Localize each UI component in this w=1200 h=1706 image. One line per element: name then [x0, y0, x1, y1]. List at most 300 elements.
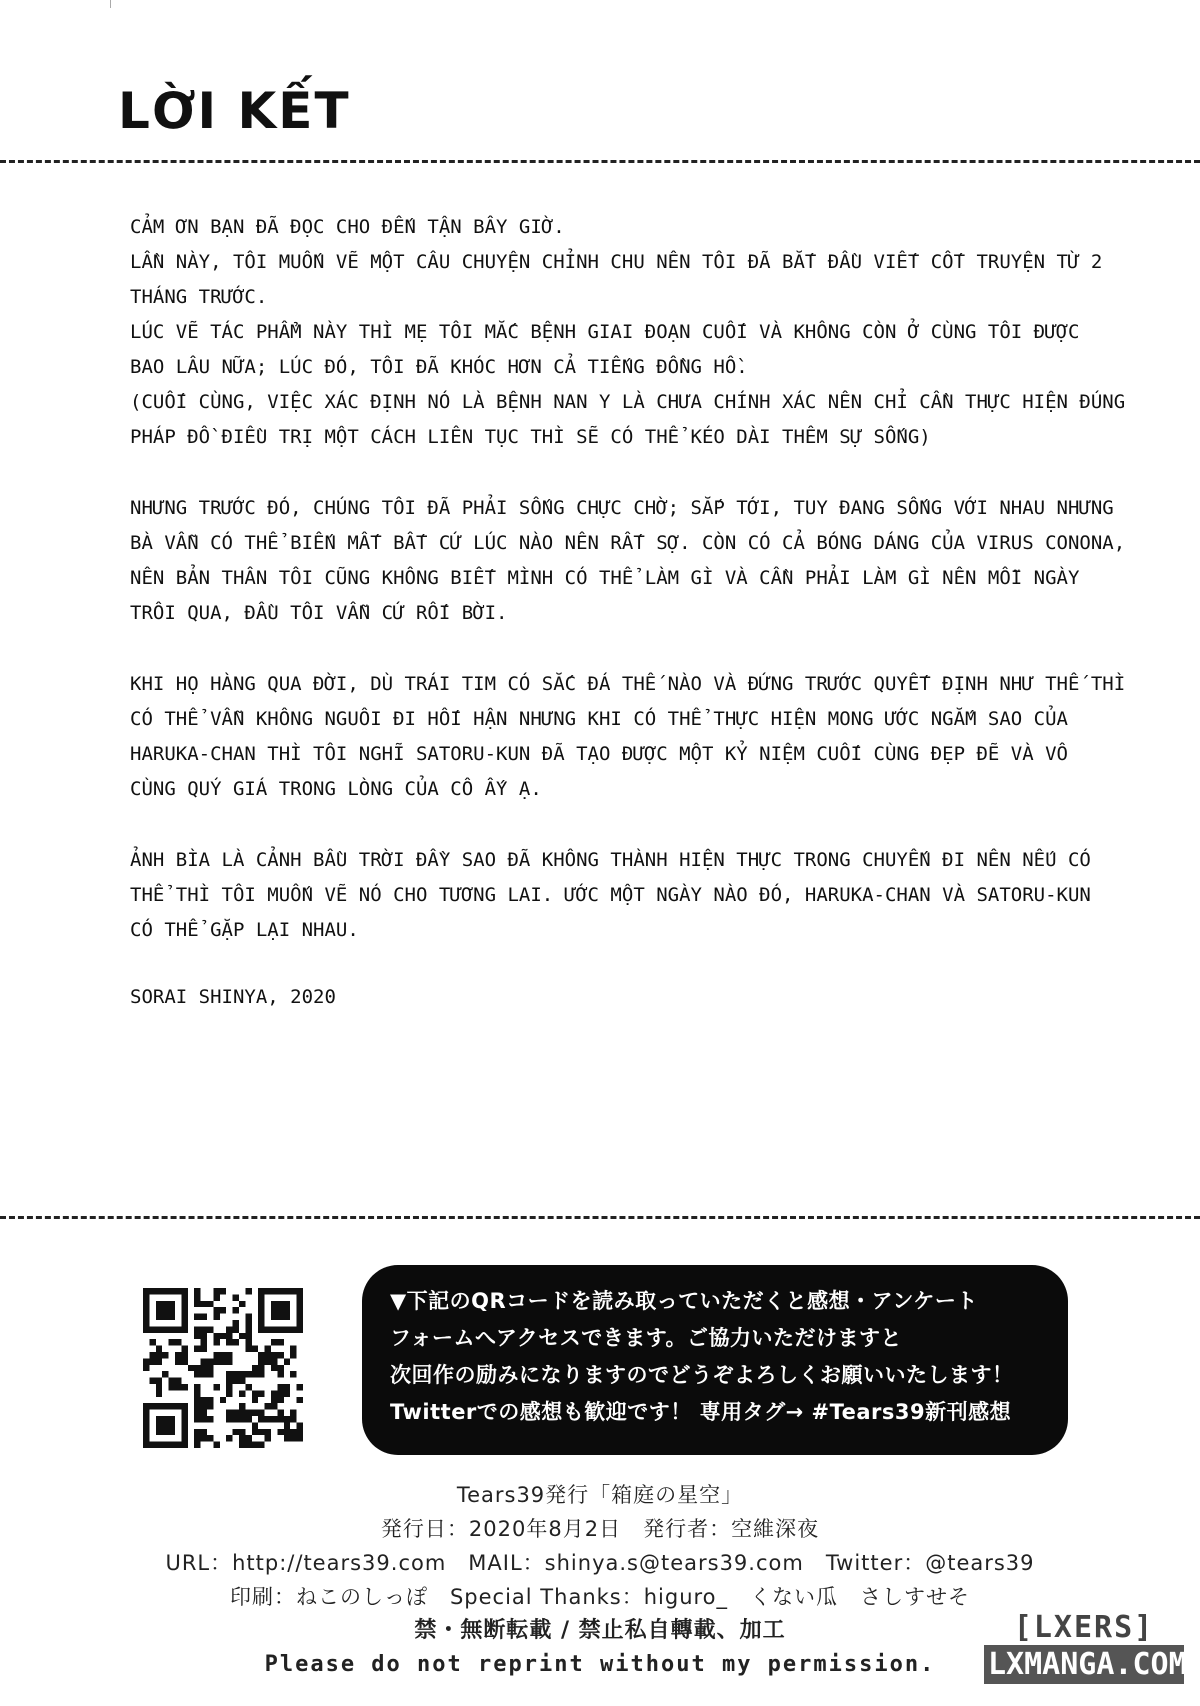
qr-module	[181, 1288, 187, 1294]
qr-module	[156, 1301, 162, 1307]
qr-module	[207, 1371, 213, 1377]
qr-module	[169, 1326, 175, 1332]
qr-module	[194, 1435, 200, 1441]
qr-module	[201, 1339, 207, 1345]
watermark-logo	[984, 1610, 1187, 1684]
qr-module	[194, 1301, 200, 1307]
qr-module	[143, 1429, 149, 1435]
qr-module	[233, 1320, 239, 1326]
qr-module	[169, 1301, 175, 1307]
qr-module	[143, 1326, 149, 1332]
text-line: THÁNG TRƯỚC.	[130, 286, 268, 308]
qr-module	[149, 1403, 155, 1409]
qr-module	[181, 1320, 187, 1326]
text-line: CÓ THỂ VẪN KHÔNG NGUÔI ĐI HỐI HẬN NHƯNG KHI CÓ THỂ THỰC HIỆN MONG ƯỚC NGẮM SAO CỦA	[130, 708, 1068, 730]
paragraph-1	[130, 210, 1126, 455]
qr-module	[258, 1442, 264, 1448]
qr-module	[245, 1435, 251, 1441]
qr-module	[252, 1346, 258, 1352]
qr-module	[201, 1358, 207, 1364]
qr-module	[284, 1288, 290, 1294]
qr-module	[297, 1294, 303, 1300]
text-line: CÓ THỂ GẶP LẠI NHAU.	[130, 919, 359, 941]
qr-module	[226, 1339, 232, 1345]
qr-module	[149, 1288, 155, 1294]
notice-line: フォームへアクセスできます。ご協力いただけますと	[390, 1326, 903, 1350]
qr-module	[233, 1371, 239, 1377]
qr-module	[297, 1435, 303, 1441]
qr-module	[143, 1416, 149, 1422]
qr-module	[290, 1288, 296, 1294]
qr-module	[297, 1429, 303, 1435]
qr-module	[194, 1326, 200, 1332]
qr-module	[162, 1442, 168, 1448]
qr-module	[194, 1384, 200, 1390]
qr-module	[233, 1307, 239, 1313]
qr-module	[213, 1333, 219, 1339]
qr-module	[265, 1352, 271, 1358]
qr-module	[297, 1301, 303, 1307]
qr-module	[162, 1429, 168, 1435]
qr-module	[194, 1410, 200, 1416]
qr-module	[162, 1314, 168, 1320]
qr-module	[207, 1416, 213, 1422]
qr-module	[284, 1307, 290, 1313]
qr-module	[284, 1326, 290, 1332]
qr-module	[226, 1333, 232, 1339]
qr-module	[271, 1307, 277, 1313]
qr-module	[265, 1403, 271, 1409]
qr-module	[258, 1410, 264, 1416]
qr-module	[252, 1365, 258, 1371]
qr-module	[175, 1352, 181, 1358]
qr-module	[233, 1326, 239, 1332]
text-line: CẢM ƠN BẠN ĐÃ ĐỌC CHO ĐẾN TẬN BÂY GIỜ.	[130, 216, 565, 238]
text-line: BAO LÂU NỮA; LÚC ĐÓ, TÔI ĐÃ KHÓC HƠN CẢ TIẾNG ĐỒNG HỒ.	[130, 356, 748, 378]
qr-module	[245, 1333, 251, 1339]
qr-module	[169, 1422, 175, 1428]
qr-module	[284, 1429, 290, 1435]
qr-module	[181, 1346, 187, 1352]
qr-module	[271, 1301, 277, 1307]
qr-module	[143, 1435, 149, 1441]
qr-module	[277, 1365, 283, 1371]
qr-module	[245, 1442, 251, 1448]
qr-module	[220, 1307, 226, 1313]
qr-module	[201, 1301, 207, 1307]
qr-module	[143, 1314, 149, 1320]
qr-module	[162, 1326, 168, 1332]
qr-module	[277, 1301, 283, 1307]
qr-module	[213, 1339, 219, 1345]
qr-module	[271, 1358, 277, 1364]
qr-module	[245, 1326, 251, 1332]
qr-module	[207, 1435, 213, 1441]
qr-module	[297, 1384, 303, 1390]
qr-module	[258, 1326, 264, 1332]
qr-module	[297, 1397, 303, 1403]
qr-module	[169, 1288, 175, 1294]
qr-module	[220, 1333, 226, 1339]
qr-module	[239, 1390, 245, 1396]
qr-module	[194, 1442, 200, 1448]
qr-module	[156, 1288, 162, 1294]
qr-module	[284, 1390, 290, 1396]
qr-module	[284, 1416, 290, 1422]
qr-module	[284, 1314, 290, 1320]
qr-module	[233, 1416, 239, 1422]
paragraph-2	[130, 491, 1126, 631]
notice-line: 次回作の励みになりますのでどうぞよろしくお願いいたします！	[390, 1363, 1014, 1387]
qr-module	[226, 1358, 232, 1364]
qr-module	[213, 1294, 219, 1300]
qr-module	[162, 1416, 168, 1422]
qr-module	[143, 1422, 149, 1428]
qr-module	[201, 1429, 207, 1435]
qr-module	[156, 1352, 162, 1358]
credits: 印刷：ねこのしっぽ Special Thanks：higuro_ くない瓜 さしすせそ	[229, 1585, 971, 1609]
qr-module	[233, 1378, 239, 1384]
qr-module	[226, 1326, 232, 1332]
qr-module	[284, 1358, 290, 1364]
qr-module	[239, 1301, 245, 1307]
afterword-body	[130, 210, 1126, 1051]
qr-module	[175, 1384, 181, 1390]
qr-module	[181, 1326, 187, 1332]
qr-module	[201, 1397, 207, 1403]
qr-module	[162, 1422, 168, 1428]
text-line: NHƯNG TRƯỚC ĐÓ, CHÚNG TÔI ĐÃ PHẢI SỐNG CHỰC CHỜ; SẮP TỚI, TUY ĐANG SỐNG VỚI NHAU NHƯNG	[130, 497, 1114, 519]
qr-module	[213, 1352, 219, 1358]
qr-module	[233, 1429, 239, 1435]
qr-module	[156, 1422, 162, 1428]
qr-module	[220, 1358, 226, 1364]
qr-module	[169, 1416, 175, 1422]
qr-module	[194, 1288, 200, 1294]
qr-module	[265, 1416, 271, 1422]
qr-module	[258, 1429, 264, 1435]
qr-module	[290, 1416, 296, 1422]
qr-module	[156, 1416, 162, 1422]
qr-module	[156, 1429, 162, 1435]
qr-module	[239, 1378, 245, 1384]
qr-module	[258, 1307, 264, 1313]
qr-module	[297, 1307, 303, 1313]
qr-module	[258, 1390, 264, 1396]
qr-module	[149, 1352, 155, 1358]
qr-module	[277, 1288, 283, 1294]
qr-module	[290, 1346, 296, 1352]
qr-module	[201, 1371, 207, 1377]
qr-module	[271, 1339, 277, 1345]
reprint-warning-en: Please do not reprint without my permission.	[264, 1652, 936, 1677]
qr-module	[226, 1416, 232, 1422]
qr-module	[297, 1320, 303, 1326]
qr-module	[213, 1288, 219, 1294]
signature-text: SORAI SHINYA, 2020	[130, 986, 336, 1008]
reprint-warning-jp: 禁・無断転載 / 禁止私自轉載、加工	[414, 1618, 786, 1643]
qr-module	[226, 1410, 232, 1416]
qr-module	[277, 1326, 283, 1332]
qr-module	[271, 1326, 277, 1332]
qr-module	[226, 1371, 232, 1377]
qr-module	[290, 1410, 296, 1416]
qr-module	[201, 1435, 207, 1441]
qr-module	[220, 1352, 226, 1358]
qr-module	[181, 1435, 187, 1441]
qr-module	[143, 1442, 149, 1448]
qr-module	[252, 1410, 258, 1416]
qr-module	[143, 1320, 149, 1326]
crop-mark	[110, 0, 111, 8]
qr-module	[277, 1314, 283, 1320]
qr-module	[143, 1288, 149, 1294]
qr-module	[290, 1352, 296, 1358]
qr-module	[226, 1352, 232, 1358]
qr-module	[213, 1358, 219, 1364]
qr-module	[265, 1435, 271, 1441]
qr-module	[169, 1442, 175, 1448]
qr-module	[297, 1314, 303, 1320]
text-line: LẦN NÀY, TÔI MUỐN VẼ MỘT CÂU CHUYỆN CHỈNH CHU NÊN TÔI ĐÃ BẮT ĐẦU VIẾT CỐT TRUYỆN TỪ 2	[130, 251, 1103, 273]
qr-module	[207, 1326, 213, 1332]
qr-module	[143, 1365, 149, 1371]
qr-module	[290, 1435, 296, 1441]
qr-module	[220, 1288, 226, 1294]
text-line: BÀ VẪN CÓ THỂ BIẾN MẤT BẤT CỨ LÚC NÀO NÊN RẤT SỢ. CÒN CÓ CẢ BÓNG DÁNG CỦA VIRUS CONONA,	[130, 532, 1126, 554]
watermark-line-1: [LXERS]	[1013, 1610, 1155, 1645]
qr-module	[181, 1358, 187, 1364]
qr-module	[252, 1429, 258, 1435]
text-line: LÚC VẼ TÁC PHẨM NÀY THÌ MẸ TÔI MẮC BỆNH GIAI ĐOẠN CUỐI VÀ KHÔNG CÒN Ở CÙNG TÔI ĐƯỢC	[130, 321, 1080, 343]
qr-module	[143, 1403, 149, 1409]
qr-module	[245, 1339, 251, 1345]
publication-title: Tears39発行「箱庭の星空」	[456, 1483, 744, 1507]
qr-module	[252, 1422, 258, 1428]
qr-module	[181, 1410, 187, 1416]
qr-module	[207, 1365, 213, 1371]
qr-module	[162, 1403, 168, 1409]
qr-module	[162, 1288, 168, 1294]
qr-module	[156, 1358, 162, 1364]
qr-module	[271, 1314, 277, 1320]
qr-module	[162, 1352, 168, 1358]
qr-module	[181, 1429, 187, 1435]
qr-module	[169, 1384, 175, 1390]
qr-module	[233, 1294, 239, 1300]
qr-module	[143, 1301, 149, 1307]
dashed-divider-bottom	[0, 1216, 1200, 1219]
qr-module	[181, 1422, 187, 1428]
qr-module	[194, 1416, 200, 1422]
qr-module	[143, 1358, 149, 1364]
qr-module	[258, 1314, 264, 1320]
qr-module	[258, 1288, 264, 1294]
qr-module	[201, 1416, 207, 1422]
qr-module	[201, 1333, 207, 1339]
paragraph-3	[130, 667, 1126, 807]
qr-module	[213, 1442, 219, 1448]
qr-module	[181, 1352, 187, 1358]
qr-module	[258, 1294, 264, 1300]
qr-module	[194, 1390, 200, 1396]
qr-module	[245, 1288, 251, 1294]
qr-module	[258, 1365, 264, 1371]
qr-module	[239, 1410, 245, 1416]
qr-module	[252, 1371, 258, 1377]
qr-module	[271, 1416, 277, 1422]
qr-module	[277, 1371, 283, 1377]
qr-module	[226, 1435, 232, 1441]
qr-module	[181, 1384, 187, 1390]
qr-module	[143, 1307, 149, 1313]
notice-line: ▼下記のQRコードを読み取っていただくと感想・アンケート	[390, 1289, 978, 1313]
qr-module	[201, 1410, 207, 1416]
qr-module	[297, 1422, 303, 1428]
qr-module	[252, 1442, 258, 1448]
qr-module	[284, 1384, 290, 1390]
text-line: (CUỐI CÙNG, VIỆC XÁC ĐỊNH NÓ LÀ BỆNH NAN Y LÀ CHƯA CHÍNH XÁC NÊN CHỈ CẦN THỰC HIỆN ĐÚNG	[130, 391, 1126, 413]
qr-module	[220, 1397, 226, 1403]
dashed-divider-top	[0, 160, 1200, 163]
qr-module	[194, 1429, 200, 1435]
qr-module	[277, 1384, 283, 1390]
qr-module	[213, 1384, 219, 1390]
notice-line: Twitterでの感想も歓迎です！ 専用タグ→ #Tears39新刊感想	[390, 1400, 1012, 1424]
qr-module	[181, 1301, 187, 1307]
text-line: KHI HỌ HÀNG QUA ĐỜI, DÙ TRÁI TIM CÓ SẮC ĐÁ THẾ NÀO VÀ ĐỨNG TRƯỚC QUYẾT ĐỊNH NHƯ THẾ THÌ	[130, 673, 1126, 695]
qr-module	[194, 1371, 200, 1377]
qr-module	[194, 1294, 200, 1300]
qr-module	[213, 1307, 219, 1313]
qr-module	[233, 1339, 239, 1345]
qr-module	[277, 1339, 283, 1345]
qr-module	[201, 1314, 207, 1320]
qr-module	[149, 1442, 155, 1448]
qr-module	[175, 1358, 181, 1364]
qr-module	[207, 1403, 213, 1409]
qr-module	[207, 1358, 213, 1364]
qr-module	[277, 1416, 283, 1422]
text-line: PHÁP ĐỒ ĐIỀU TRỊ MỘT CÁCH LIÊN TỤC THÌ SẼ CÓ THỂ KÉO DÀI THÊM SỰ SỐNG)	[130, 426, 931, 448]
qr-module	[245, 1346, 251, 1352]
qr-module	[175, 1288, 181, 1294]
qr-module	[194, 1365, 200, 1371]
qr-module	[194, 1314, 200, 1320]
text-line: CÙNG QUÝ GIÁ TRONG LÒNG CỦA CÔ ẤY Ạ.	[130, 778, 542, 800]
qr-module	[245, 1416, 251, 1422]
qr-module	[239, 1371, 245, 1377]
qr-module	[162, 1307, 168, 1313]
qr-module	[169, 1339, 175, 1345]
qr-module	[156, 1307, 162, 1313]
qr-module	[265, 1346, 271, 1352]
qr-module	[258, 1352, 264, 1358]
qr-module	[252, 1397, 258, 1403]
qr-module	[258, 1301, 264, 1307]
qr-module	[226, 1390, 232, 1396]
qr-module	[226, 1384, 232, 1390]
qr-module	[226, 1378, 232, 1384]
qr-module	[162, 1301, 168, 1307]
qr-module	[290, 1429, 296, 1435]
qr-module	[239, 1429, 245, 1435]
qr-module	[213, 1314, 219, 1320]
qr-module	[297, 1288, 303, 1294]
qr-module	[181, 1416, 187, 1422]
qr-module	[175, 1326, 181, 1332]
qr-module	[188, 1365, 194, 1371]
qr-module	[181, 1307, 187, 1313]
qr-module	[284, 1422, 290, 1428]
qr-module	[277, 1352, 283, 1358]
watermark-line-2: LXMANGA.COM	[984, 1645, 1184, 1684]
text-line: HARUKA-CHAN THÌ TÔI NGHĨ SATORU-KUN ĐÃ TẠO ĐƯỢC MỘT KỶ NIỆM CUỐI CÙNG ĐẸP ĐẼ VÀ VÔ	[130, 743, 1068, 765]
qr-module	[162, 1371, 168, 1377]
qr-module	[265, 1429, 271, 1435]
qr-module	[239, 1442, 245, 1448]
qr-code-icon[interactable]	[143, 1288, 303, 1448]
qr-module	[201, 1326, 207, 1332]
text-line: TRÔI QUA, ĐẦU TÔI VẪN CỨ RỐI BỜI.	[130, 602, 508, 624]
qr-module	[290, 1371, 296, 1377]
qr-module	[284, 1435, 290, 1441]
qr-module	[143, 1294, 149, 1300]
qr-module	[277, 1429, 283, 1435]
qr-module	[258, 1416, 264, 1422]
qr-module	[239, 1435, 245, 1441]
qr-module	[169, 1429, 175, 1435]
qr-module	[175, 1339, 181, 1345]
qr-module	[245, 1371, 251, 1377]
qr-module	[277, 1307, 283, 1313]
qr-module	[169, 1307, 175, 1313]
qr-module	[156, 1326, 162, 1332]
qr-module	[265, 1326, 271, 1332]
qr-module	[265, 1358, 271, 1364]
qr-module	[156, 1384, 162, 1390]
qr-module	[239, 1333, 245, 1339]
qr-module	[258, 1320, 264, 1326]
qr-module	[239, 1403, 245, 1409]
qr-module	[149, 1339, 155, 1345]
qr-module	[277, 1397, 283, 1403]
qr-module	[271, 1397, 277, 1403]
qr-module	[271, 1288, 277, 1294]
qr-module	[156, 1378, 162, 1384]
page-title: LỜI KẾT	[118, 82, 351, 140]
text-line: NÊN BẢN THÂN TÔI CŨNG KHÔNG BIẾT MÌNH CÓ THỂ LÀM GÌ VÀ CẦN PHẢI LÀM GÌ NÊN MỖI NGÀY	[130, 567, 1080, 589]
qr-module	[194, 1333, 200, 1339]
qr-module	[277, 1390, 283, 1396]
survey-notice-box	[362, 1265, 1068, 1455]
qr-module	[207, 1301, 213, 1307]
qr-module	[239, 1416, 245, 1422]
qr-module	[271, 1352, 277, 1358]
qr-module	[265, 1288, 271, 1294]
qr-module	[156, 1442, 162, 1448]
qr-module	[245, 1384, 251, 1390]
qr-module	[290, 1326, 296, 1332]
qr-module	[245, 1320, 251, 1326]
qr-module	[175, 1378, 181, 1384]
qr-module	[175, 1442, 181, 1448]
qr-module	[149, 1326, 155, 1332]
qr-module	[169, 1403, 175, 1409]
qr-module	[252, 1390, 258, 1396]
qr-module	[258, 1371, 264, 1377]
qr-module	[201, 1346, 207, 1352]
